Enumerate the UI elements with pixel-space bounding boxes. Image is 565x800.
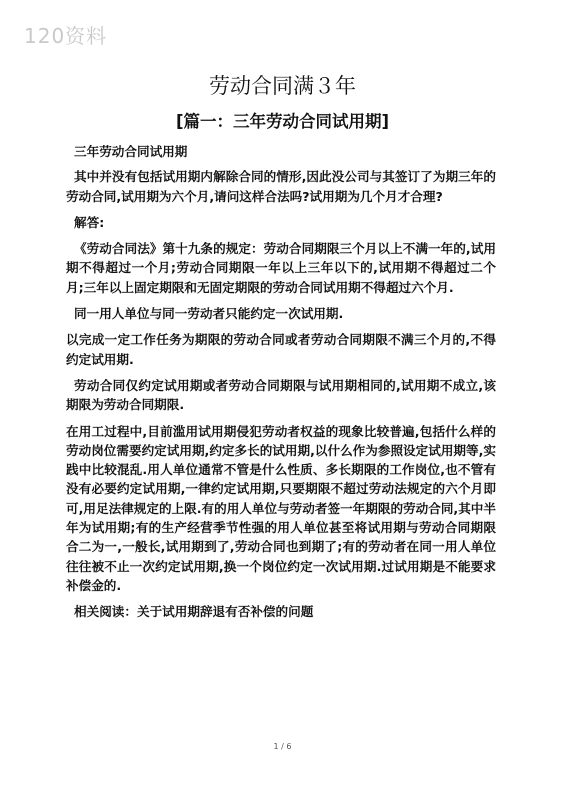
- page-number: 1 / 6: [273, 742, 292, 751]
- paragraph-practice-abuse: 在用工过程中,目前滥用试用期侵犯劳动者权益的现象比较普遍,包括什么样的劳动岗位需要约定试用期,约定多长的试用期,以什么作为参照设定试用期等,实践中比较混乱.用人单位通常不管是什么性质、多长期限的工作岗位,也不管有没有必要约定试用期,一律约定试用期,只要期限不超过劳动法规定的六个月即可,用足法律规定的上限.有的用人单位与劳动者签一年期限的劳动合同,其中半年为试用期;有的生产经营季节性强的用人单位甚至将试用期与劳动合同期限合二为一,一般长,试用期到了,劳动合同也到期了;有的劳动者在同一用人单位往往被不止一次约定试用期,换一个岗位约定一次试用期.过试用期是不能要求补偿金的.: [66, 423, 496, 593]
- section-heading: 三年劳动合同试用期: [74, 144, 188, 159]
- document-body: [66, 142, 496, 629]
- paragraph-once-only: 同一用人单位与同一劳动者只能约定一次试用期.: [74, 306, 344, 322]
- document-subtitle: [篇一：三年劳动合同试用期]: [175, 112, 390, 131]
- paragraph-law-article: 《劳动合同法》第十九条的规定：劳动合同期限三个月以上不满一年的,试用期不得超过一个月;劳动合同期限一年以上三年以下的,试用期不得超过二个月;三年以上固定期限和无固定期限的劳动合同试用期不得超过六个月.: [66, 241, 496, 295]
- paragraph-probation-only: 劳动合同仅约定试用期或者劳动合同期限与试用期相同的,试用期不成立,该期限为劳动合同期限.: [66, 377, 496, 413]
- document-title: 劳动合同满３年: [209, 74, 356, 98]
- paragraph-question: 其中并没有包括试用期内解除合同的情形,因此没公司与其签订了为期三年的劳动合同,试用期为六个月,请问这样合法吗?试用期为几个月才合理?: [66, 169, 496, 204]
- paragraph-task-contract: 以完成一定工作任务为期限的劳动合同或者劳动合同期限不满三个月的,不得约定试用期.: [66, 332, 496, 367]
- watermark: 120资料: [24, 24, 108, 48]
- paragraph-answer-label: 解答:: [74, 214, 105, 230]
- paragraph-related-reading: 相关阅读：关于试用期辞退有否补偿的问题: [74, 604, 314, 620]
